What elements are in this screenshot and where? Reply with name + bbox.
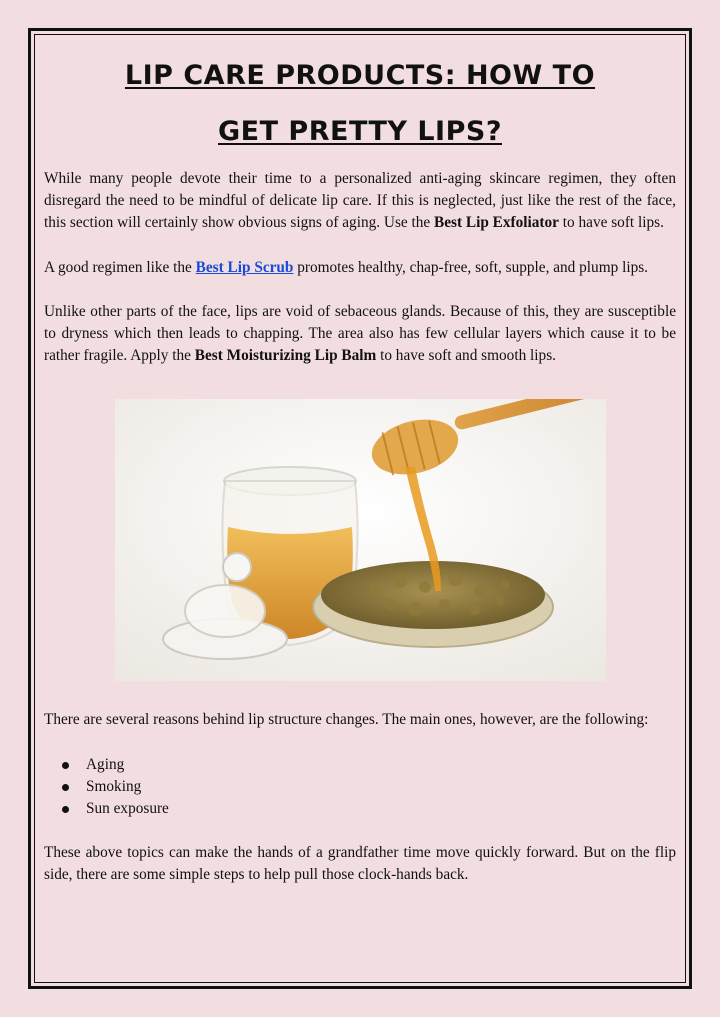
- paragraph-intro: [44, 168, 676, 235]
- paragraph-sebaceous-text: Unlike other parts of the face, lips are void of sebaceous glands. Because of this, they are susceptible to dryness which then leads to chapping. The area also has few cellular layers which cause it to be rather fragile. Apply the: [44, 302, 676, 365]
- paragraph-intro-text: While many people devote their time to a personalized anti-aging skincare regimen, they often disregard the need to be mindful of delicate lip care. If this is neglected, just like the rest of the face, this section will certainly show obvious signs of aging. Use the: [44, 170, 676, 232]
- bullet-icon: [62, 806, 69, 813]
- list-item-label: Smoking: [86, 777, 142, 795]
- best-lip-scrub-link[interactable]: Best Lip Scrub: [195, 258, 294, 276]
- bold-best-lip-exfoliator: Best Lip Exfoliator: [434, 214, 559, 232]
- bullet-icon: [62, 762, 69, 769]
- paragraph-closing: These above topics can make the hands of a grandfather time move quickly forward. But on the flip side, there are some simple steps to help pull those clock-hands back.: [44, 844, 676, 884]
- paragraph-scrub-start: A good regimen like the: [44, 258, 196, 276]
- honey-lip-scrub-photo: [115, 399, 606, 681]
- page-title: LIP CARE PRODUCTS: HOW TO GET PRETTY LIPS?: [124, 60, 596, 147]
- bold-best-moisturizing-lip-balm: Best Moisturizing Lip Balm: [194, 347, 377, 365]
- list-item-label: Sun exposure: [86, 800, 169, 818]
- list-item: [86, 798, 676, 820]
- paragraph-scrub: [44, 257, 676, 279]
- paragraph-intro-end: to have soft lips.: [558, 214, 664, 232]
- paragraph-reasons-intro: There are several reasons behind lip structure changes. The main ones, however, are the following:: [44, 711, 649, 729]
- paragraph-sebaceous-end: to have soft and smooth lips.: [376, 347, 556, 365]
- bullet-icon: [62, 784, 69, 791]
- list-item: [86, 754, 676, 776]
- list-item-label: Aging: [86, 755, 125, 773]
- reasons-list: [44, 754, 676, 821]
- list-item: [86, 776, 676, 798]
- article: [44, 48, 676, 909]
- paragraph-scrub-end: promotes healthy, chap-free, soft, supple, and plump lips.: [293, 258, 648, 276]
- paragraph-sebaceous: [44, 301, 676, 368]
